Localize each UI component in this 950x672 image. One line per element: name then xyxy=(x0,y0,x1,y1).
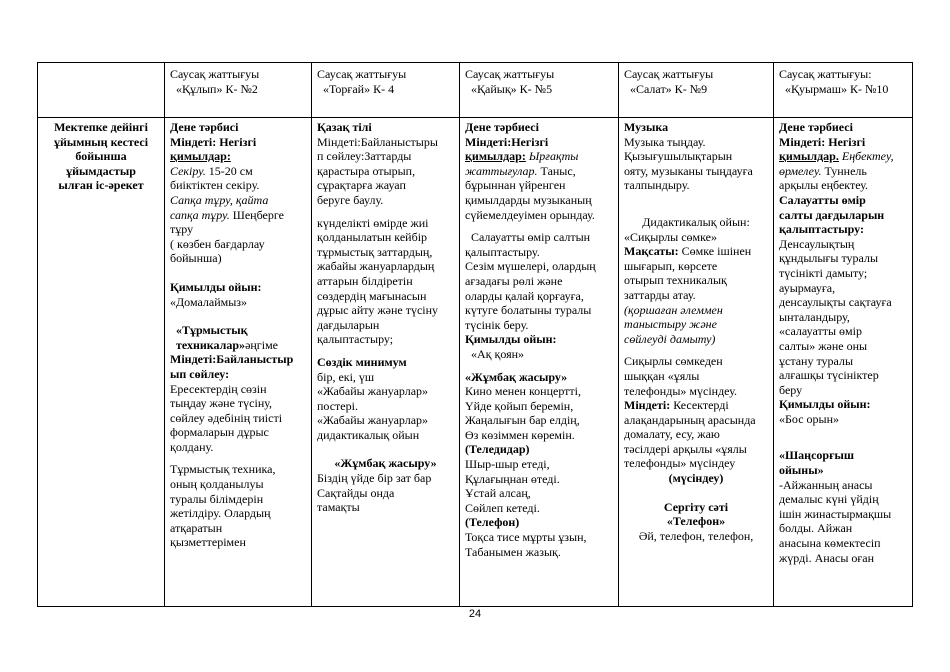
text: Әй, телефон, телефон, xyxy=(638,528,754,543)
text: әңгіме xyxy=(245,337,278,352)
text: демалыс күні үйдің xyxy=(779,492,879,507)
text: ояту, музыканы тыңдауға xyxy=(624,163,753,178)
text: ынталандыру, xyxy=(779,309,850,324)
text: Денсаулықтың xyxy=(779,236,855,251)
section-label: «Шаңсорғыш xyxy=(779,448,855,463)
subject-title: Қазақ тілі xyxy=(317,120,372,134)
cell-friday xyxy=(774,118,913,607)
text: сөйлеуді дамыту) xyxy=(624,331,716,346)
text: Тоқса тисе мұрты ұзын, xyxy=(465,530,587,545)
moves-label: қимылдар: xyxy=(170,149,231,164)
text: алғашқы түсініктер xyxy=(779,368,879,383)
section-label: Салауатты өмір xyxy=(779,192,866,207)
text: жүрді. Анасы оған xyxy=(779,550,875,565)
didactic-game-label: Дидактикалық ойын: xyxy=(642,214,750,229)
text: телефонды» мүсіндеу. xyxy=(624,383,738,398)
text: жетілдіру. Олардың xyxy=(170,506,271,521)
text: Кино менен концертті, xyxy=(465,384,581,399)
text: (қоршаған әлеммен xyxy=(624,302,723,317)
header-cell-4 xyxy=(619,63,774,118)
text: Кесектерді xyxy=(670,398,729,413)
text: -Айжанның анасы xyxy=(779,477,873,492)
text: бір, екі, үш xyxy=(317,369,375,384)
text: қимылдарды музыканың xyxy=(465,192,592,207)
text: Сөйлеп кетеді. xyxy=(465,500,540,515)
text: тыңдау және түсіну, xyxy=(170,396,273,411)
text: денсаулықты сақтауға xyxy=(779,295,892,310)
game-name: «Ақ қоян» xyxy=(471,346,525,361)
text: «салауатты өмір xyxy=(779,324,862,339)
header-line: «Қайық» К- №5 xyxy=(471,81,553,96)
text: түсінікті дамыту; xyxy=(779,265,868,280)
cell-thursday xyxy=(619,118,774,607)
text: дидактикалық ойын xyxy=(317,427,420,442)
text: Сапқа тұру, қайта xyxy=(170,192,269,207)
subject-title: Дене тәрбиесі xyxy=(779,120,853,134)
subject-title: Музыка xyxy=(624,120,669,134)
goal-label: Мақсаты: xyxy=(624,244,679,259)
row-label-line: ұйымның кестесі xyxy=(53,134,149,149)
schedule-table xyxy=(37,62,913,607)
header-cell-5 xyxy=(774,63,913,118)
header-line: Саусақ жаттығуы: xyxy=(779,67,872,81)
refresh-label: Сергіту сәті xyxy=(663,499,729,514)
text: сұрақтарға жауап xyxy=(317,178,406,193)
text: Сақтайды онда xyxy=(317,485,395,500)
text: заттарды атау. xyxy=(624,287,696,302)
text: тұрмыстық заттардың, xyxy=(317,244,433,259)
task-label: ып сөйлеу: xyxy=(170,366,230,381)
text: отырып техникалық xyxy=(624,273,727,288)
refresh-name: «Телефон» xyxy=(666,514,726,529)
text: 15-20 см xyxy=(205,163,253,178)
didactic-game-name: «Сиқырлы сөмке» xyxy=(624,229,717,244)
text: ( көзбен бағдарлау xyxy=(170,236,265,251)
section-label: техникалар» xyxy=(176,337,246,352)
text: беру xyxy=(779,382,803,397)
row-label-line: бойынша xyxy=(75,149,127,164)
text: постері. xyxy=(317,398,358,413)
game-label: Қимылды ойын: xyxy=(170,279,262,294)
game-name: «Домалаймыз» xyxy=(170,294,248,309)
table-header-row xyxy=(38,63,913,118)
header-line: Саусақ жаттығуы xyxy=(465,67,555,81)
header-cell-1 xyxy=(165,63,312,118)
text: Сиқырлы сөмкеден xyxy=(624,354,723,369)
header-line: Саусақ жаттығуы xyxy=(317,67,407,81)
row-label-line: ұйымдастыр xyxy=(66,163,136,178)
text: ұстану туралы xyxy=(779,353,854,368)
moves-label: қимылдар: xyxy=(465,149,526,164)
text: тұру xyxy=(170,222,194,237)
text: Өз көзіммен көремін. xyxy=(465,427,575,442)
text: тәсілдері арқылы «ұялы xyxy=(624,441,747,456)
text: Тұрмыстық техника, xyxy=(170,462,276,477)
text: қолдану. xyxy=(170,439,214,454)
text: қолданылатын кейбір xyxy=(317,230,428,245)
text: беруге баулу. xyxy=(317,192,384,207)
text: болды. Айжан xyxy=(779,521,853,536)
text: анасына көмектесіп xyxy=(779,536,881,551)
section-label: «Тұрмыстық xyxy=(176,323,248,338)
text: Сезім мүшелері, олардың xyxy=(465,259,596,274)
text: Шеңберге xyxy=(229,207,284,222)
text: сөздердің мағынасын xyxy=(317,288,427,303)
riddle-label: «Жұмбақ жасыру» xyxy=(465,369,568,384)
riddle-answer: (Телефон) xyxy=(465,515,520,530)
header-cell-2 xyxy=(312,63,460,118)
text: ағзадағы рөлі және xyxy=(465,273,563,288)
text: п сөйлеу:Заттарды xyxy=(317,149,412,164)
text: телефонды» мүсіндеу xyxy=(624,456,736,471)
text: жаттығулар. xyxy=(465,163,538,178)
text: Құлағыңнан өтеді. xyxy=(465,471,560,486)
header-line: «Қуырмаш» К- №10 xyxy=(785,81,889,96)
text: жабайы жануарлардың xyxy=(317,259,435,274)
subject-title: Дене тәрбисі xyxy=(170,120,239,134)
text: құндылығы туралы xyxy=(779,251,879,266)
task-label: Міндеті:Байланыстыр xyxy=(170,352,294,367)
header-line: Саусақ жаттығуы xyxy=(170,67,260,81)
task-label: Міндеті: Негізгі xyxy=(779,134,866,149)
text: Міндеті:Байланыстыры xyxy=(317,134,438,149)
text: Ересектердің сөзін xyxy=(170,381,267,396)
text: домалату, есу, жаю xyxy=(624,427,720,442)
text: «Жабайы жануарлар» xyxy=(317,413,429,428)
text: күтуге болатыны туралы xyxy=(465,303,592,318)
text: бұрыннан үйренген xyxy=(465,178,566,193)
header-line: «Құлып» К- №2 xyxy=(176,81,258,96)
text: Туннель xyxy=(821,163,867,178)
row-label-line: ылған іс-әрекет xyxy=(58,178,144,193)
header-line: «Салат» К- №9 xyxy=(630,81,708,96)
text: Жаңалығын бар елдің, xyxy=(465,413,580,428)
text: күнделікті өмірде жиі xyxy=(317,215,429,230)
text: Салауатты өмір салтын xyxy=(471,230,591,245)
text: қарастыра отырып, xyxy=(317,163,416,178)
text: бойынша) xyxy=(170,251,222,266)
text: Сөмке ішінен xyxy=(678,244,752,259)
section-label: салты дағдыларын xyxy=(779,207,885,222)
text: атқаратын xyxy=(170,520,223,535)
text: Үйде қойып беремін, xyxy=(465,398,574,413)
dictionary-label: Сөздік минимум xyxy=(317,354,407,369)
text: Музыка тыңдау. xyxy=(624,134,706,149)
text: ауырмауға, xyxy=(779,280,836,295)
text: түсінік беру. xyxy=(465,317,529,332)
text: Қызығушылықтарын xyxy=(624,149,733,164)
text: оның қолданылуы xyxy=(170,477,264,492)
text: Ұстай алсаң, xyxy=(465,486,531,501)
cell-monday xyxy=(165,118,312,607)
text: биіктіктен секіру. xyxy=(170,178,260,193)
text: шыққан «ұялы xyxy=(624,368,700,383)
header-empty-cell xyxy=(38,63,165,118)
text: қалыптастыру; xyxy=(317,332,394,347)
text: сапқа тұру. xyxy=(170,207,230,222)
moves-label: қимылдар. xyxy=(779,149,839,164)
text: ішін жинастырмақшы xyxy=(779,506,892,521)
text: талпындыру. xyxy=(624,178,690,193)
riddle-answer: (Теледидар) xyxy=(465,442,530,457)
section-label: ойыны» xyxy=(779,463,824,478)
header-line: «Торғай» К- 4 xyxy=(323,81,395,96)
row-label-cell xyxy=(38,118,165,607)
section-label: қалыптастыру: xyxy=(779,222,865,237)
text: өрмелеу. xyxy=(779,163,822,178)
task-label: Міндеті:Негізгі xyxy=(465,134,549,149)
game-label: Қимылды ойын: xyxy=(779,397,871,412)
text: оларды қалай қорғауға, xyxy=(465,288,584,303)
text: туралы білімдерін xyxy=(170,491,264,506)
text: салты» және оны xyxy=(779,338,868,353)
text: аттарын білдіретін xyxy=(317,273,413,288)
text: таныстыру және xyxy=(624,317,717,332)
game-label: Қимылды ойын: xyxy=(465,332,557,347)
text: Біздің үйде бір зат бар xyxy=(317,471,432,486)
text: «Жабайы жануарлар» xyxy=(317,384,429,399)
text: қалыптастыру. xyxy=(465,244,540,259)
riddle-label: «Жұмбақ жасыру» xyxy=(334,456,437,471)
cell-wednesday xyxy=(460,118,619,607)
text: алақандарының арасында xyxy=(624,412,756,427)
cell-tuesday xyxy=(312,118,460,607)
text: сөйлеу әдебінің тиісті xyxy=(170,410,283,425)
text: Шыр-шыр етеді, xyxy=(465,457,550,472)
table-body-row xyxy=(38,118,913,607)
text: Еңбектеу, xyxy=(838,149,894,164)
task-label: Міндеті: xyxy=(624,398,671,413)
text: дағдыларын xyxy=(317,317,380,332)
text: арқылы еңбектеу. xyxy=(779,178,869,193)
task-label: Міндеті: Негізгі xyxy=(170,134,257,149)
game-name: «Бос орын» xyxy=(779,411,839,426)
text: Секіру. xyxy=(170,163,206,178)
subject-title: Дене тәрбиесі xyxy=(465,120,539,134)
header-cell-3 xyxy=(460,63,619,118)
text: Табанымен жазық. xyxy=(465,544,561,559)
text: шығарып, көрсете xyxy=(624,258,718,273)
row-label-line: Мектепке дейінгі xyxy=(54,120,148,134)
text: дұрыс айту және түсіну xyxy=(317,303,439,318)
text: Ырғақты xyxy=(528,149,579,164)
text: Таныс, xyxy=(537,163,576,178)
activity-label: (мүсіндеу) xyxy=(668,471,724,486)
text: формаларын дұрыс xyxy=(170,425,269,440)
text: қызметтерімен xyxy=(170,535,246,550)
header-line: Саусақ жаттығуы xyxy=(624,67,714,81)
text: сүйемелдеуімен орындау. xyxy=(465,207,595,222)
text: тамақты xyxy=(317,500,360,515)
page-number: 24 xyxy=(468,608,482,620)
